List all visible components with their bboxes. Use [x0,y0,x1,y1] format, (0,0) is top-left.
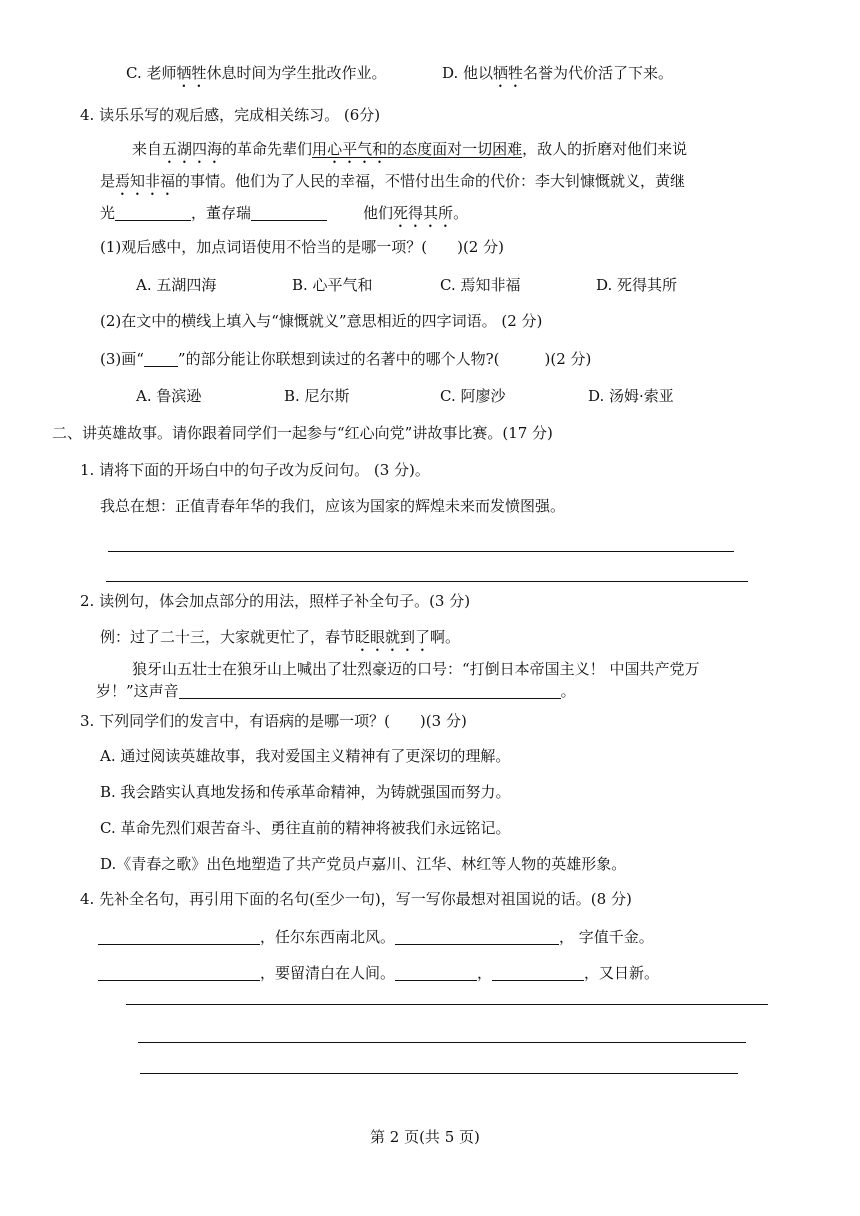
example-text: 啊。 [430,628,461,646]
question-4-title: 4. 读乐乐写的观后感，完成相关练习。 (6分) [80,106,381,124]
emphasized-word: 牺牲 [493,64,524,82]
subquestion-1-option-a: A. 五湖四海 [136,276,217,294]
passage-text: 的事情。他们为了人民的幸福，不惜付出生命的代价：李大钊慷慨就义，黄继 [175,172,686,190]
s2-question-1-title: 1. 请将下面的开场白中的句子改为反问句。 (3 分)。 [80,461,430,479]
passage-text: 的革命先辈们 [222,140,313,158]
emphasized-word: 眨眼就到了 [355,628,431,646]
completion-line-1: 狼牙山五壮士在狼牙山上喊出了壮烈豪迈的口号：“打倒日本帝国主义！ 中国共产党万 [132,660,700,678]
answer-blank[interactable] [492,964,584,981]
quote-text: ， 字值千金。 [559,928,654,946]
answer-line[interactable] [140,1073,738,1074]
quote-line-1 [98,926,654,948]
quote-text: ，又日新。 [584,964,660,982]
passage-text: 光 [100,204,116,222]
subquestion-2: (2)在文中的横线上填入与“慷慨就义”意思相近的四字词语。 (2 分) [100,312,543,330]
option-text: C. 老师 [126,64,177,82]
option-d [442,62,673,91]
subquestion-3-option-d: D. 汤姆·索亚 [588,387,674,405]
answer-blank[interactable] [179,682,561,699]
option-text: D. 他以 [442,64,494,82]
answer-line[interactable] [106,581,748,582]
answer-line[interactable] [108,551,734,552]
subquestion-1-option-c: C. 焉知非福 [440,276,521,294]
quote-text: ，任尔东西南北风。 [260,928,396,946]
passage-line-1 [132,138,687,167]
subquestion-3-option-c: C. 阿廖沙 [440,387,506,405]
emphasized-word: 牺牲 [176,64,207,82]
subquestion-1-option-b: B. 心平气和 [292,276,373,294]
subquestion-1: (1)观后感中，加点词语使用不恰当的是哪一项？( )(2 分) [100,238,504,256]
question-text: 。 [560,682,576,700]
subquestion-3-option-b: B. 尼尔斯 [284,387,350,405]
underline-sample [144,350,178,367]
answer-blank[interactable] [98,928,260,945]
emphasized-word: 焉知非福 [115,172,176,190]
answer-blank[interactable] [395,928,559,945]
s2-q3-option-d: D.《青春之歌》出色地塑造了共产党员卢嘉川、江华、林红等人物的英雄形象。 [100,855,627,873]
s2-q3-option-c: C. 革命先烈们艰苦奋斗、勇往直前的精神将被我们永远铭记。 [100,819,511,837]
s2-question-2-title: 2. 读例句，体会加点部分的用法，照样子补全句子。(3 分) [80,592,471,610]
question-text: 岁！”这声音 [96,682,179,700]
option-c [126,62,387,91]
option-text: 名誉为代价活了下来。 [523,64,674,82]
answer-blank[interactable] [115,204,191,221]
underlined-text: 的态度面对一切困难 [387,140,523,158]
passage-text: 。 [453,204,469,222]
subquestion-3 [100,348,591,370]
example-text: 例：过了二十三，大家就更忙了，春节 [100,628,356,646]
answer-line[interactable] [138,1042,746,1043]
answer-blank[interactable] [251,204,327,221]
emphasized-word: 心平气和 [327,140,388,158]
passage-text: 他们 [363,204,394,222]
quote-text: ， [477,964,493,982]
underlined-text: 用 [312,140,328,158]
section-2-title: 二、讲英雄故事。请你跟着同学们一起参与“红心向党”讲故事比赛。(17 分) [52,424,553,442]
option-text: 休息时间为学生批改作业。 [206,64,387,82]
s2-q3-option-a: A. 通过阅读英雄故事，我对爱国主义精神有了更深切的理解。 [100,747,511,765]
s2-question-1-text: 我总在想：正值青春年华的我们，应该为国家的辉煌未来而发愤图强。 [100,497,566,515]
question-text: (3)画“ [100,350,144,368]
passage-text: 来自 [132,140,163,158]
passage-text: 是 [100,172,116,190]
quote-line-2 [98,962,659,984]
answer-blank[interactable] [395,964,477,981]
question-text: ”的部分能让你联想到读过的名著中的哪个人物?( )(2 分) [177,350,592,368]
passage-line-3 [100,202,468,231]
completion-line-2 [96,680,576,702]
subquestion-3-option-a: A. 鲁滨逊 [136,387,202,405]
subquestion-1-option-d: D. 死得其所 [596,276,678,294]
page-number: 第 2 页(共 5 页) [370,1128,480,1146]
s2-question-4-title: 4. 先补全名句，再引用下面的名句(至少一句)，写一写你最想对祖国说的话。(8 分) [80,890,632,908]
s2-question-3-title: 3. 下列同学们的发言中，有语病的是哪一项？( )(3 分) [80,712,467,730]
answer-blank[interactable] [98,964,260,981]
passage-line-2 [100,170,685,199]
s2-q3-option-b: B. 我会踏实认真地发扬和传承革命精神，为铸就强国而努力。 [100,783,511,801]
emphasized-word: 死得其所 [393,204,454,222]
example-sentence [100,626,460,655]
emphasized-word: 五湖四海 [162,140,223,158]
passage-text: ，敌人的折磨对他们来说 [522,140,688,158]
quote-text: ，要留清白在人间。 [260,964,396,982]
answer-line[interactable] [126,1004,768,1005]
passage-text: ，董存瑞 [191,204,252,222]
